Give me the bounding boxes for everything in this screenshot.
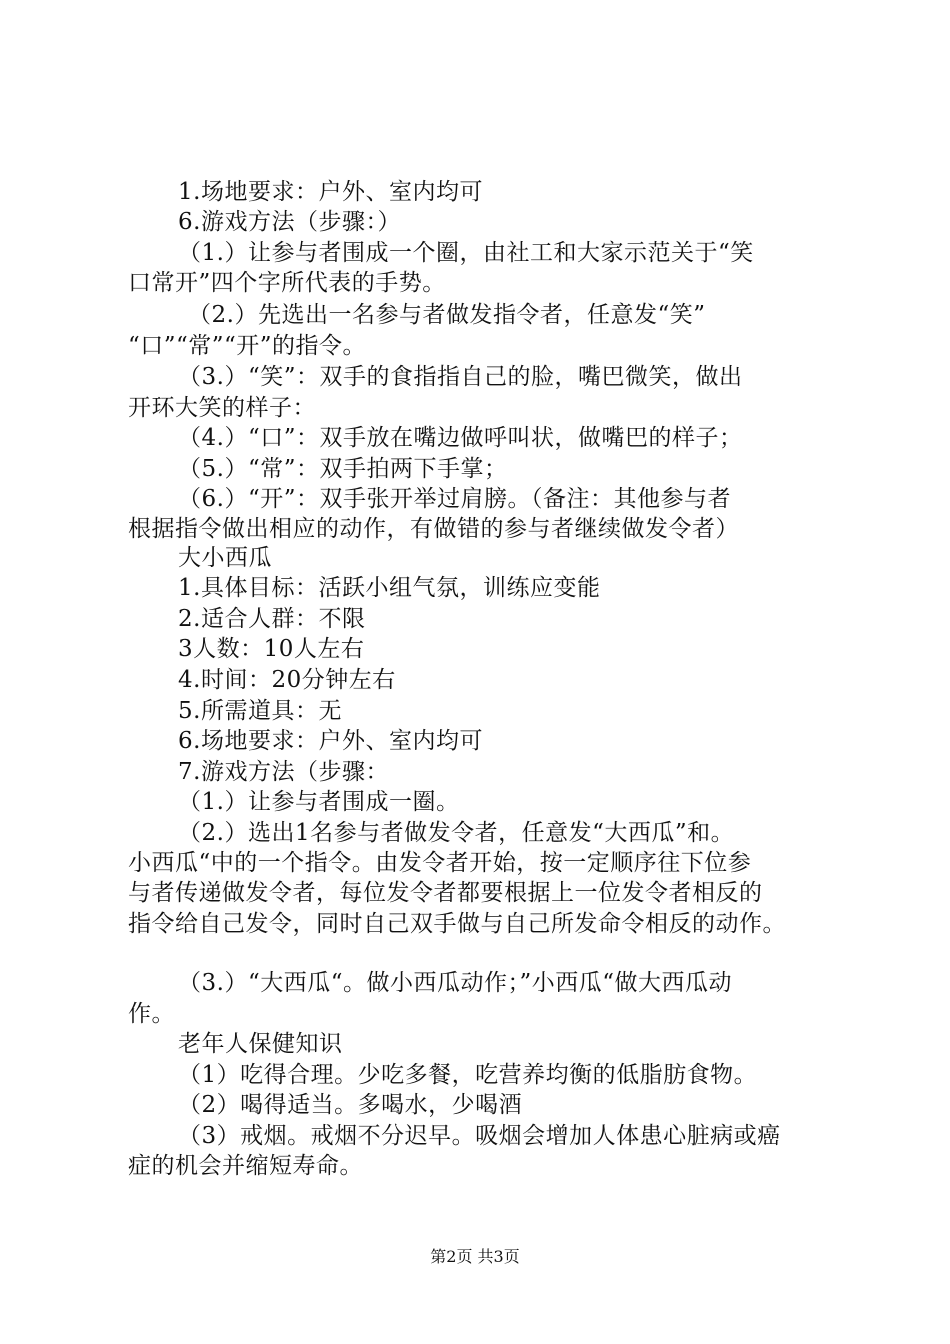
section-heading: 大小西瓜 [178, 545, 272, 571]
text-line: 4.时间：20分钟左右 [178, 667, 396, 693]
text-line: 指令给自己发令，同时自己双手做与自己所发命令相反的动作。 [128, 911, 786, 937]
text-line: （3.）“笑”：双手的食指指自己的脸，嘴巴微笑，做出 [178, 364, 743, 390]
text-line: “口”“常”“开”的指令。 [128, 333, 367, 359]
text-line: 根据指令做出相应的动作，有做错的参与者继续做发令者） [128, 516, 739, 542]
text-line: 7.游戏方法（步骤： [178, 759, 389, 785]
text-line: （2.）选出1名参与者做发令者，任意发“大西瓜”和。 [178, 820, 735, 846]
text-line: （3.）“大西瓜“。做小西瓜动作；”小西瓜“做大西瓜动 [178, 970, 732, 996]
text-line: （3）戒烟。戒烟不分迟早。吸烟会增加人体患心脏病或癌 [178, 1123, 781, 1149]
text-line: 6.场地要求：户外、室内均可 [178, 728, 483, 754]
text-line: 3人数：10人左右 [178, 636, 365, 662]
text-line: 小西瓜“中的一个指令。由发令者开始，按一定顺序往下位参 [128, 850, 752, 876]
text-line: 5.所需道具：无 [178, 698, 342, 724]
text-line: （2.）先选出一名参与者做发指令者，任意发“笑” [188, 302, 706, 328]
text-line: （1.）让参与者围成一个圈，由社工和大家示范关于“笑 [178, 240, 754, 266]
text-line: 2.适合人群：不限 [178, 606, 366, 632]
text-line: 6.游戏方法（步骤：） [178, 209, 401, 235]
text-line: （1）吃得合理。少吃多餐，吃营养均衡的低脂肪食物。 [178, 1062, 758, 1088]
text-line: 与者传递做发令者，每位发令者都要根据上一位发令者相反的 [128, 880, 763, 906]
text-line: （4.）“口”：双手放在嘴边做呼叫状，做嘴巴的样子； [178, 425, 743, 451]
text-line: 作。 [128, 1001, 175, 1027]
page-number-footer: 第2页 共3页 [430, 1247, 520, 1266]
text-line: 1.场地要求：户外、室内均可 [178, 179, 483, 205]
text-line: 口常开”四个字所代表的手势。 [128, 270, 446, 296]
text-line: 1.具体目标：活跃小组气氛，训练应变能 [178, 575, 601, 601]
text-line: （1.）让参与者围成一圈。 [178, 789, 460, 815]
text-line: （6.）“开”：双手张开举过肩膀。（备注：其他参与者 [178, 486, 731, 512]
text-line: （2）喝得适当。多喝水，少喝酒 [178, 1092, 523, 1118]
text-line: （5.）“常”：双手拍两下手掌； [178, 456, 508, 482]
text-line: 症的机会并缩短寿命。 [128, 1153, 363, 1179]
section-heading: 老年人保健知识 [178, 1031, 343, 1057]
text-line: 开环大笑的样子： [128, 395, 316, 421]
